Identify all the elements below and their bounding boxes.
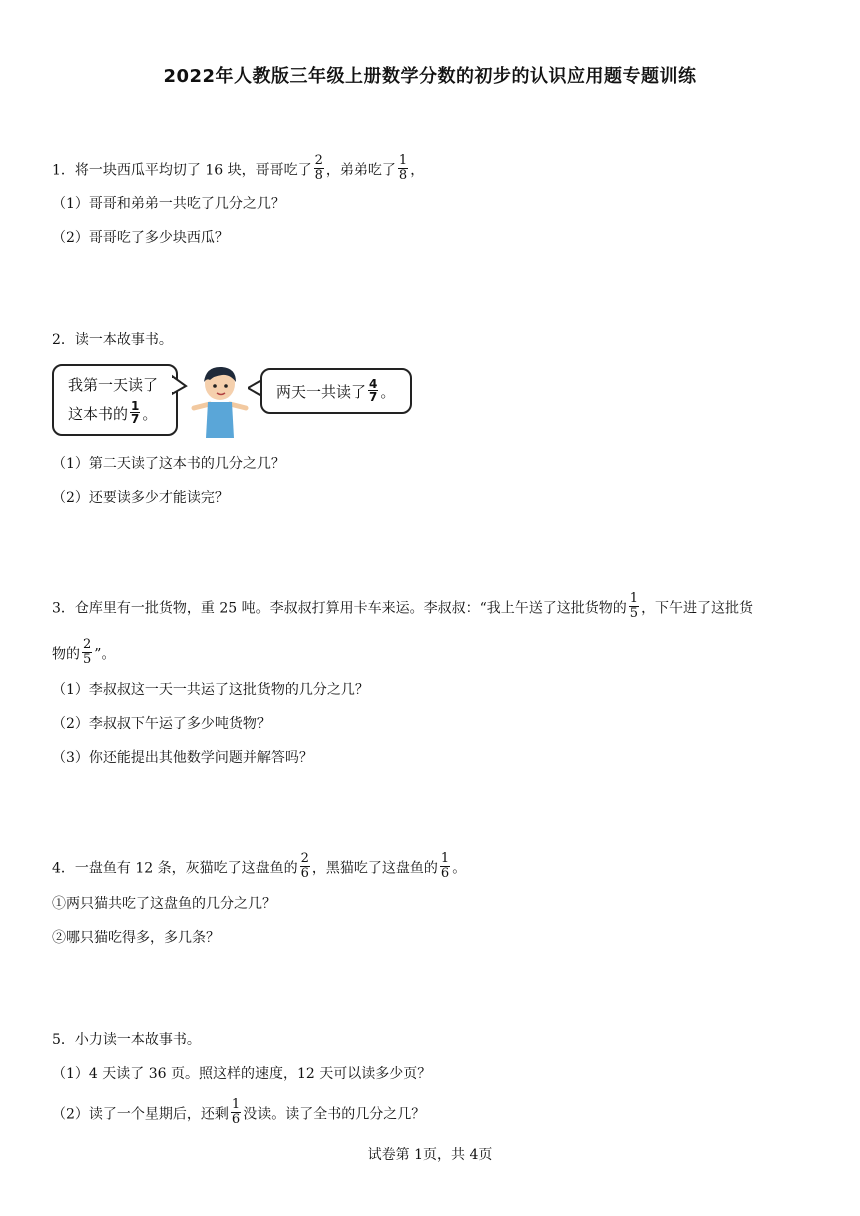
q5-sub-1: （1）4 天读了 36 页。照这样的速度，12 天可以读多少页？: [52, 1066, 432, 1082]
question-3: 3．仓库里有一批货物，重 25 吨。李叔叔打算用卡车来运。李叔叔：“我上午送了这批货物的 $\frac{1}{5}$ ，下午进了这批货: [52, 591, 754, 621]
q2-sub-1: （1）第二天读了这本书的几分之几？: [52, 456, 285, 472]
q3-sub-1: （1）李叔叔这一天一共运了这批货物的几分之几？: [52, 682, 369, 698]
q3-sub-2: （2）李叔叔下午运了多少吨货物？: [52, 716, 271, 732]
fraction: $\frac{2}{5}$: [83, 637, 92, 667]
question-3-cont: 物的 $\frac{2}{5}$ ”。: [52, 637, 116, 667]
q4-sub-1: ①两只猫共吃了这盘鱼的几分之几？: [52, 896, 276, 912]
fraction: $\frac{1}{6}$: [231, 1097, 241, 1127]
boy-character-icon: [180, 362, 260, 438]
question-2: 2．读一本故事书。: [52, 332, 173, 348]
question-1: [52, 153, 425, 185]
fraction: $\frac{4}{7}$: [369, 377, 378, 404]
q3-sub-3: （3）你还能提出其他数学问题并解答吗？: [52, 750, 313, 766]
fraction: $\frac{1}{5}$: [629, 591, 639, 621]
story-illustration: [52, 362, 412, 438]
page-title: 2022年人教版三年级上册数学分数的初步的认识应用题专题训练: [163, 66, 697, 87]
fraction: $\frac{1}{7}$: [131, 399, 140, 426]
q1-text-a: 1．将一块西瓜平均切了 16 块，哥哥吃了: [52, 162, 312, 179]
q1-sub-1: （1）哥哥和弟弟一共吃了几分之几？: [52, 196, 285, 212]
page-footer: 试卷第 1页，共 4页: [367, 1147, 493, 1163]
q5-sub-2: （2）读了一个星期后，还剩 $\frac{1}{6}$ 没读。读了全书的几分之几？: [52, 1097, 426, 1127]
q1-sub-2: （2）哥哥吃了多少块西瓜？: [52, 230, 229, 246]
speech-bubble-right: 两天一共读了 $\frac{4}{7}$ 。: [260, 368, 412, 414]
fraction: $\frac{1}{6}$: [440, 851, 450, 881]
fraction: $\frac{1}{8}$: [398, 153, 408, 183]
q1-text-b: ，弟弟吃了: [325, 162, 396, 179]
q4-sub-2: ②哪只猫吃得多，多几条？: [52, 930, 220, 946]
question-4: 4．一盘鱼有 12 条，灰猫吃了这盘鱼的 $\frac{2}{6}$ ，黑猫吃了这盘鱼的 $\frac{1}{6}$ 。: [52, 851, 467, 881]
q1-text-c: ，: [410, 162, 425, 179]
speech-bubble-left: 我第一天读了 这本书的 $\frac{1}{7}$ 。: [52, 364, 178, 436]
question-5: 5．小力读一本故事书。: [52, 1032, 201, 1048]
fraction: $\frac{2}{8}$: [314, 153, 323, 183]
fraction: $\frac{2}{6}$: [300, 851, 309, 881]
q2-sub-2: （2）还要读多少才能读完？: [52, 490, 229, 506]
